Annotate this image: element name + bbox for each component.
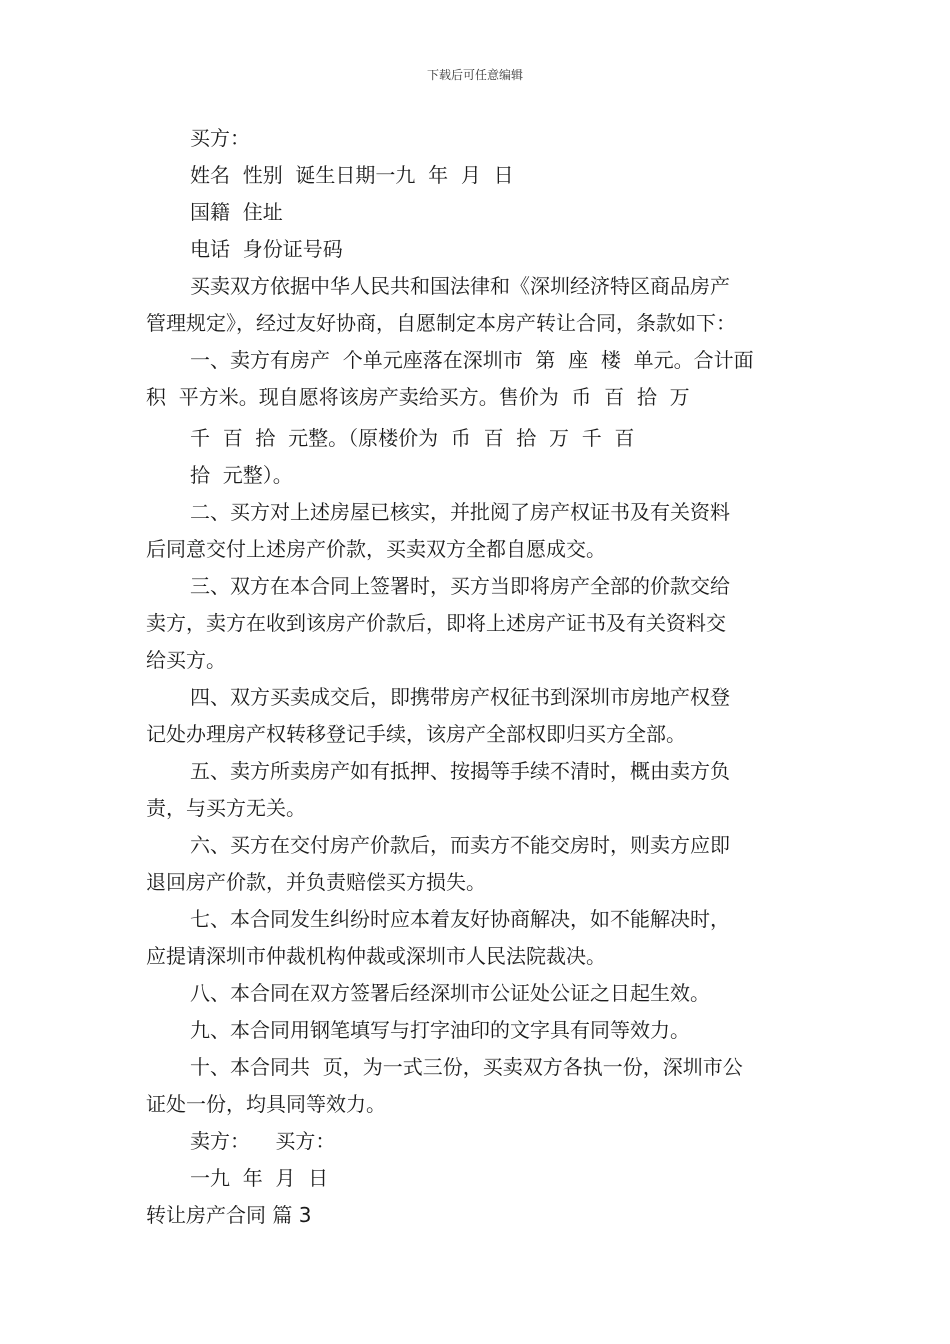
clause-10-line: 证处一份，均具同等效力。 <box>146 1092 386 1116</box>
clause-1-line: 一、卖方有房产 个单元座落在深圳市 第 座 楼 单元。合计面 <box>190 348 754 372</box>
next-section-title: 转让房产合同 篇 3 <box>146 1203 312 1227</box>
clause-3-line: 三、双方在本合同上签署时，买方当即将房产全部的价款交给 <box>190 574 730 598</box>
preamble-line: 管理规定》，经过友好协商，自愿制定本房产转让合同，条款如下： <box>146 311 736 335</box>
clause-8-line: 八、本合同在双方签署后经深圳市公证处公证之日起生效。 <box>190 981 710 1005</box>
clause-7-line: 应提请深圳市仲裁机构仲裁或深圳市人民法院裁决。 <box>146 944 606 968</box>
clause-4-line: 记处办理房产权转移登记手续，该房产全部权即归买方全部。 <box>146 722 686 746</box>
buyer-nationality-line: 国籍 住址 <box>190 200 283 224</box>
preamble-line: 买卖双方依据中华人民共和国法律和《深圳经济特区商品房产 <box>190 274 730 298</box>
clause-5-line: 责，与买方无关。 <box>146 796 306 820</box>
contract-body <box>146 120 810 1234</box>
clause-2-line: 后同意交付上述房产价款，买卖双方全都自愿成交。 <box>146 537 606 561</box>
clause-6-line: 退回房产价款，并负责赔偿买方损失。 <box>146 870 486 894</box>
clause-1-line: 拾 元整）。 <box>190 463 293 487</box>
buyer-phone-line: 电话 身份证号码 <box>190 237 343 261</box>
clause-6-line: 六、买方在交付房产价款后，而卖方不能交房时，则卖方应即 <box>190 833 730 857</box>
signature-date: 一九 年 月 日 <box>190 1166 329 1190</box>
buyer-name-line: 姓名 性别 诞生日期一九 年 月 日 <box>190 163 514 187</box>
clause-2-line: 二、买方对上述房屋已核实，并批阅了房产权证书及有关资料 <box>190 500 730 524</box>
clause-4-line: 四、双方买卖成交后，即携带房产权征书到深圳市房地产权登 <box>190 685 730 709</box>
clause-7-line: 七、本合同发生纠纷时应本着友好协商解决，如不能解决时， <box>190 907 730 931</box>
buyer-label: 买方： <box>190 126 250 150</box>
clause-3-line: 给买方。 <box>146 648 226 672</box>
clause-5-line: 五、卖方所卖房产如有抵押、按揭等手续不清时，概由卖方负 <box>190 759 730 783</box>
clause-10-line: 十、本合同共 页，为一式三份，买卖双方各执一份，深圳市公 <box>190 1055 743 1079</box>
signature-line: 卖方： 买方： <box>190 1129 336 1153</box>
clause-1-line: 千 百 拾 元整。（原楼价为 币 百 拾 万 千 百 <box>190 426 635 450</box>
page-header: 下载后可任意编辑 <box>426 68 523 82</box>
clause-1-line: 积 平方米。现自愿将该房产卖给买方。售价为 币 百 拾 万 <box>146 385 690 409</box>
clause-9-line: 九、本合同用钢笔填写与打字油印的文字具有同等效力。 <box>190 1018 690 1042</box>
clause-3-line: 卖方，卖方在收到该房产价款后，即将上述房产证书及有关资料交 <box>146 611 726 635</box>
